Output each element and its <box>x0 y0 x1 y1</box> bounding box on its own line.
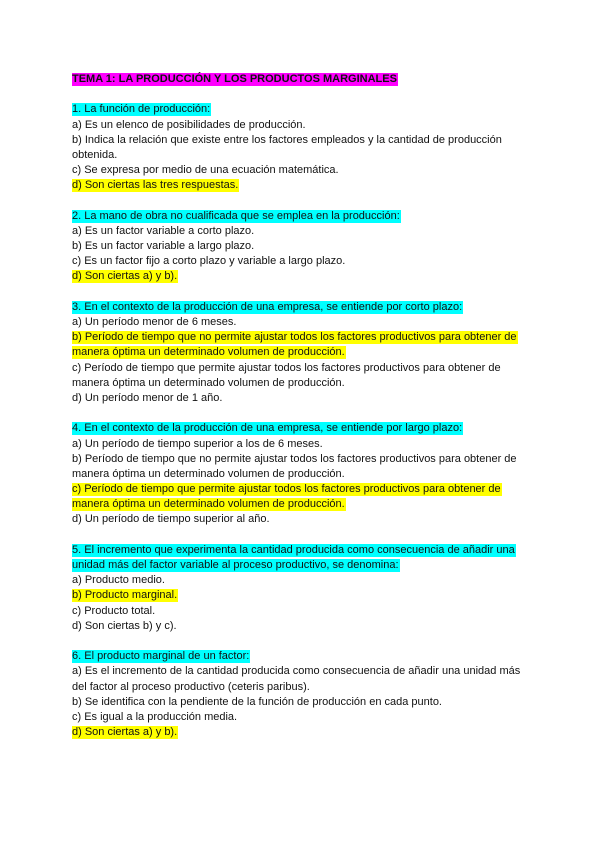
document-page <box>72 72 542 740</box>
question-text-line <box>72 558 542 573</box>
correct-answer-option-line <box>72 588 542 603</box>
question-block <box>72 421 542 527</box>
answer-option-line <box>72 239 542 254</box>
answer-option-line <box>72 254 542 269</box>
answer-option-line <box>72 452 542 467</box>
answer-option-line <box>72 376 542 391</box>
correct-answer-option: b) Período de tiempo que no permite ajustar todos los factores productivos para obtener de <box>72 331 517 344</box>
question-text-line <box>72 649 542 664</box>
question-text: 1. La función de producción: <box>72 103 211 116</box>
question-block <box>72 102 542 193</box>
answer-option-line <box>72 391 542 406</box>
question-text-line <box>72 543 542 558</box>
question-text-line <box>72 421 542 436</box>
question-block <box>72 300 542 406</box>
correct-answer-option-line <box>72 725 542 740</box>
answer-option-line <box>72 619 542 634</box>
correct-answer-option: manera óptima un determinado volumen de producción. <box>72 346 345 359</box>
answer-option: d) Son ciertas b) y c). <box>72 619 177 632</box>
answer-option-line <box>72 361 542 376</box>
answer-option: d) Un período de tiempo superior al año. <box>72 513 270 526</box>
correct-answer-option-line <box>72 497 542 512</box>
answer-option-line <box>72 133 542 148</box>
question-list <box>72 102 542 740</box>
question-text-line <box>72 102 542 117</box>
answer-option: manera óptima un determinado volumen de producción. <box>72 467 345 480</box>
answer-option: a) Es un factor variable a corto plazo. <box>72 224 255 237</box>
answer-option: b) Período de tiempo que no permite ajustar todos los factores productivos para obtener de <box>72 452 517 465</box>
answer-option-line <box>72 315 542 330</box>
document-title: TEMA 1: LA PRODUCCIÓN Y LOS PRODUCTOS MARGINALES <box>72 73 397 85</box>
correct-answer-option-line <box>72 178 542 193</box>
question-text-line <box>72 300 542 315</box>
answer-option: del factor al proceso productivo (ceteris paribus). <box>72 680 310 693</box>
correct-answer-option: d) Son ciertas a) y b). <box>72 270 178 283</box>
answer-option: c) Se expresa por medio de una ecuación matemática. <box>72 164 339 177</box>
correct-answer-option: c) Período de tiempo que permite ajustar todos los factores productivos para obtener de <box>72 483 501 496</box>
question-block <box>72 209 542 285</box>
question-text: 4. En el contexto de la producción de una empresa, se entiende por largo plazo: <box>72 422 463 435</box>
answer-option: c) Es un factor fijo a corto plazo y variable a largo plazo. <box>72 255 346 268</box>
question-text: 3. En el contexto de la producción de una empresa, se entiende por corto plazo: <box>72 300 463 313</box>
answer-option: a) Un período menor de 6 meses. <box>72 316 237 328</box>
answer-option: b) Es un factor variable a largo plazo. <box>72 240 255 253</box>
answer-option-line <box>72 163 542 178</box>
question-text: 2. La mano de obra no cualificada que se emplea en la producción: <box>72 209 400 222</box>
answer-option-line <box>72 573 542 588</box>
correct-answer-option: d) Son ciertas las tres respuestas. <box>72 179 239 192</box>
correct-answer-option: d) Son ciertas a) y b). <box>72 726 178 739</box>
answer-option-line <box>72 664 542 679</box>
answer-option: a) Producto medio. <box>72 574 165 587</box>
answer-option: a) Es un elenco de posibilidades de producción. <box>72 118 306 131</box>
answer-option-line <box>72 512 542 527</box>
correct-answer-option-line <box>72 482 542 497</box>
answer-option-line <box>72 680 542 695</box>
correct-answer-option: b) Producto marginal. <box>72 589 178 602</box>
answer-option-line <box>72 604 542 619</box>
answer-option-line <box>72 118 542 133</box>
answer-option: d) Un período menor de 1 año. <box>72 391 223 404</box>
answer-option: b) Indica la relación que existe entre los factores empleados y la cantidad de producción <box>72 133 502 146</box>
answer-option-line <box>72 437 542 452</box>
answer-option: obtenida. <box>72 148 118 161</box>
answer-option: b) Se identifica con la pendiente de la función de producción en cada punto. <box>72 695 442 708</box>
answer-option: c) Producto total. <box>72 604 156 617</box>
correct-answer-option: manera óptima un determinado volumen de producción. <box>72 498 345 511</box>
answer-option-line <box>72 695 542 710</box>
answer-option: c) Período de tiempo que permite ajustar todos los factores productivos para obtener de <box>72 361 501 374</box>
question-text: 6. El producto marginal de un factor: <box>72 650 250 663</box>
answer-option-line <box>72 224 542 239</box>
answer-option: manera óptima un determinado volumen de producción. <box>72 376 345 389</box>
answer-option-line <box>72 148 542 163</box>
answer-option: c) Es igual a la producción media. <box>72 710 238 723</box>
question-text-line <box>72 209 542 224</box>
question-block <box>72 649 542 740</box>
answer-option: a) Un período de tiempo superior a los de 6 meses. <box>72 437 323 450</box>
answer-option: a) Es el incremento de la cantidad producida como consecuencia de añadir una unidad más <box>72 665 521 678</box>
question-block <box>72 543 542 634</box>
correct-answer-option-line <box>72 345 542 360</box>
question-text: 5. El incremento que experimenta la cantidad producida como consecuencia de añadir una <box>72 543 515 556</box>
answer-option-line <box>72 710 542 725</box>
correct-answer-option-line <box>72 269 542 284</box>
correct-answer-option-line <box>72 330 542 345</box>
answer-option-line <box>72 467 542 482</box>
question-text: unidad más del factor variable al proceso productivo, se denomina: <box>72 559 399 571</box>
